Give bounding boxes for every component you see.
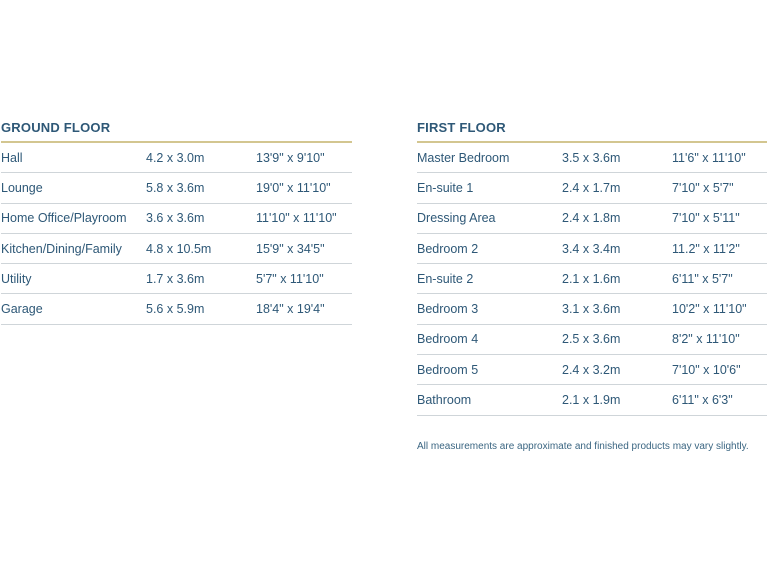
- room-row: [417, 204, 767, 234]
- room-metric-size: 5.8 x 3.6m: [146, 180, 205, 195]
- room-row: [417, 143, 767, 173]
- room-row: [417, 173, 767, 203]
- room-metric-size: 4.8 x 10.5m: [146, 241, 212, 256]
- room-imperial-size: 10'2" x 11'10": [672, 302, 747, 317]
- room-row: [1, 234, 352, 264]
- room-row: [417, 385, 767, 415]
- room-imperial-size: 6'11" x 6'3": [672, 393, 733, 408]
- room-name: Garage: [1, 302, 43, 317]
- room-name: Bedroom 5: [417, 362, 479, 377]
- room-imperial-size: 11'10" x 11'10": [256, 211, 337, 226]
- room-metric-size: 2.1 x 1.9m: [562, 393, 621, 408]
- room-name: Lounge: [1, 180, 43, 195]
- room-metric-size: 2.4 x 3.2m: [562, 362, 621, 377]
- room-row: [1, 173, 352, 203]
- room-row: [417, 325, 767, 355]
- room-name: Home Office/Playroom: [1, 211, 127, 226]
- room-name: Utility: [1, 271, 32, 286]
- room-metric-size: 2.5 x 3.6m: [562, 332, 621, 347]
- room-name: Hall: [1, 150, 23, 165]
- room-metric-size: 3.6 x 3.6m: [146, 211, 205, 226]
- ground-floor-title: GROUND FLOOR: [1, 118, 352, 143]
- room-row: [1, 294, 352, 324]
- room-imperial-size: 6'11" x 5'7": [672, 271, 733, 286]
- ground-floor-table: [1, 118, 352, 325]
- room-name: Master Bedroom: [417, 150, 510, 165]
- room-metric-size: 2.4 x 1.8m: [562, 211, 621, 226]
- room-metric-size: 3.4 x 3.4m: [562, 241, 621, 256]
- room-imperial-size: 8'2" x 11'10": [672, 332, 740, 347]
- room-imperial-size: 11.2" x 11'2": [672, 241, 740, 256]
- room-row: [417, 355, 767, 385]
- room-imperial-size: 13'9" x 9'10": [256, 150, 325, 165]
- room-metric-size: 1.7 x 3.6m: [146, 271, 205, 286]
- ground-floor-rooms: [1, 143, 352, 325]
- room-imperial-size: 5'7" x 11'10": [256, 271, 324, 286]
- first-floor-title: FIRST FLOOR: [417, 118, 767, 143]
- room-name: En-suite 2: [417, 271, 474, 286]
- room-row: [1, 264, 352, 294]
- room-name: Bathroom: [417, 393, 472, 408]
- room-imperial-size: 15'9" x 34'5": [256, 241, 325, 256]
- room-imperial-size: 7'10" x 5'7": [672, 180, 734, 195]
- room-row: [1, 143, 352, 173]
- room-row: [1, 204, 352, 234]
- room-metric-size: 5.6 x 5.9m: [146, 302, 205, 317]
- room-row: [417, 294, 767, 324]
- room-name: Kitchen/Dining/Family: [1, 241, 122, 256]
- room-row: [417, 264, 767, 294]
- room-imperial-size: 18'4" x 19'4": [256, 302, 325, 317]
- room-imperial-size: 7'10" x 10'6": [672, 362, 741, 377]
- room-name: En-suite 1: [417, 180, 474, 195]
- room-row: [417, 234, 767, 264]
- room-imperial-size: 11'6" x 11'10": [672, 150, 746, 165]
- first-floor-table: [417, 118, 767, 416]
- measurements-disclaimer: All measurements are approximate and finished products may vary slightly.: [417, 441, 749, 452]
- room-name: Bedroom 4: [417, 332, 479, 347]
- room-imperial-size: 7'10" x 5'11": [672, 211, 740, 226]
- room-metric-size: 2.1 x 1.6m: [562, 271, 621, 286]
- room-name: Bedroom 3: [417, 302, 479, 317]
- room-metric-size: 2.4 x 1.7m: [562, 180, 621, 195]
- room-metric-size: 4.2 x 3.0m: [146, 150, 205, 165]
- room-imperial-size: 19'0" x 11'10": [256, 180, 331, 195]
- room-metric-size: 3.1 x 3.6m: [562, 302, 621, 317]
- room-name: Dressing Area: [417, 211, 496, 226]
- room-metric-size: 3.5 x 3.6m: [562, 150, 621, 165]
- room-name: Bedroom 2: [417, 241, 479, 256]
- first-floor-rooms: [417, 143, 767, 416]
